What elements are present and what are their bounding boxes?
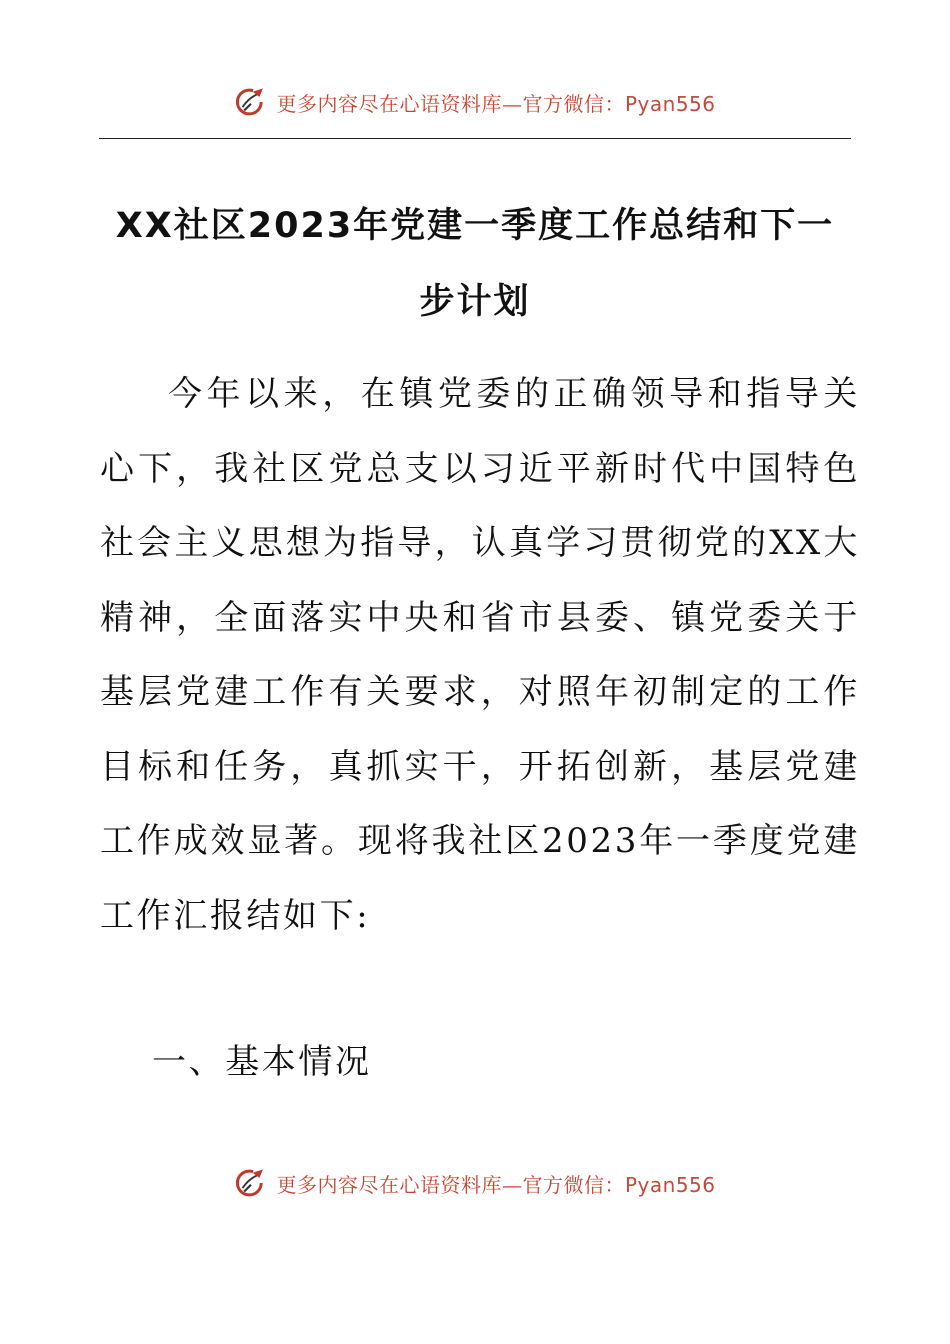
banner-text: 更多内容尽在心语资料库—官方微信：Pyan556 xyxy=(276,1172,716,1197)
pen-swirl-logo-icon xyxy=(234,1166,268,1200)
pen-swirl-logo-icon xyxy=(234,85,268,119)
footer-banner xyxy=(0,1163,950,1203)
document-title: XX社区2023年党建一季度工作总结和下一步计划 xyxy=(115,206,835,322)
intro-paragraph: 今年以来，在镇党委的正确领导和指导关心下，我社区党总支以习近平新时代中国特色社会主义思想为指导，认真学习贯彻党的XX大精神，全面落实中央和省市县委、镇党委关于基层党建工作有关要求，对照年初制定的工作目标和任务，真抓实干，开拓创新，基层党建工作成效显著。现将我社区2023年一季度党建工作汇报结如下: xyxy=(100,374,860,936)
section-heading: 一、基本情况 xyxy=(152,1042,372,1082)
banner-text: 更多内容尽在心语资料库—官方微信：Pyan556 xyxy=(276,91,716,116)
wechat-id: Pyan556 xyxy=(624,1172,716,1197)
header-banner xyxy=(0,82,950,122)
header-rule xyxy=(99,138,851,139)
wechat-id: Pyan556 xyxy=(624,91,716,116)
